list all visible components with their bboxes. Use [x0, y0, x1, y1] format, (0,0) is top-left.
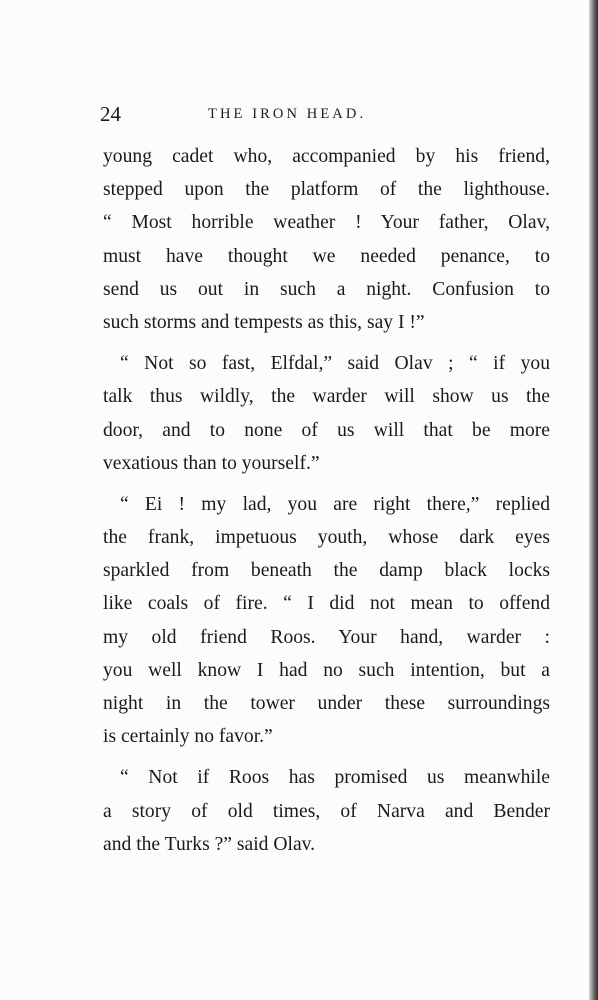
text-line: sparkled from beneath the damp black locks	[103, 560, 550, 582]
paragraph	[103, 488, 550, 754]
text-line: such storms and tempests as this, say I !”	[103, 311, 425, 333]
paragraph	[103, 140, 550, 339]
page-number: 24	[100, 102, 121, 126]
text-line: vexatious than to yourself.”	[103, 452, 320, 474]
text-line: like coals of fire. “ I did not mean to offend	[103, 593, 550, 615]
text-line: young cadet who, accompanied by his friend,	[103, 146, 550, 167]
text-line: is certainly no favor.”	[103, 726, 273, 748]
text-line: door, and to none of us will that be more	[103, 419, 550, 441]
text-line: a story of old times, of Narva and Bender	[103, 800, 550, 822]
text-line: stepped upon the platform of the lighthouse.	[103, 179, 550, 201]
text-line: must have thought we needed penance, to	[103, 245, 550, 267]
text-line: “ Ei ! my lad, you are right there,” replied	[120, 493, 550, 515]
text-line: night in the tower under these surroundings	[103, 693, 550, 714]
text-line: “ Not if Roos has promised us meanwhile	[120, 767, 550, 789]
paragraph	[103, 761, 550, 861]
book-title: THE IRON HEAD.	[208, 106, 367, 122]
text-line: “ Not so fast, Elfdal,” said Olav ; “ if you	[120, 353, 550, 375]
body-text	[103, 140, 550, 861]
text-line: the frank, impetuous youth, whose dark eyes	[103, 527, 550, 549]
text-line: and the Turks ?” said Olav.	[103, 833, 316, 855]
paragraph	[103, 347, 550, 480]
page-edge-shadow	[589, 0, 598, 1000]
text-line: send us out in such a night. Confusion to	[103, 278, 550, 300]
text-line: “ Most horrible weather ! Your father, Olav,	[103, 212, 550, 234]
text-line: my old friend Roos. Your hand, warder :	[103, 626, 550, 648]
text-line: talk thus wildly, the warder will show us the	[103, 386, 550, 408]
running-head	[100, 99, 550, 129]
text-line: you well know I had no such intention, but a	[103, 659, 550, 681]
